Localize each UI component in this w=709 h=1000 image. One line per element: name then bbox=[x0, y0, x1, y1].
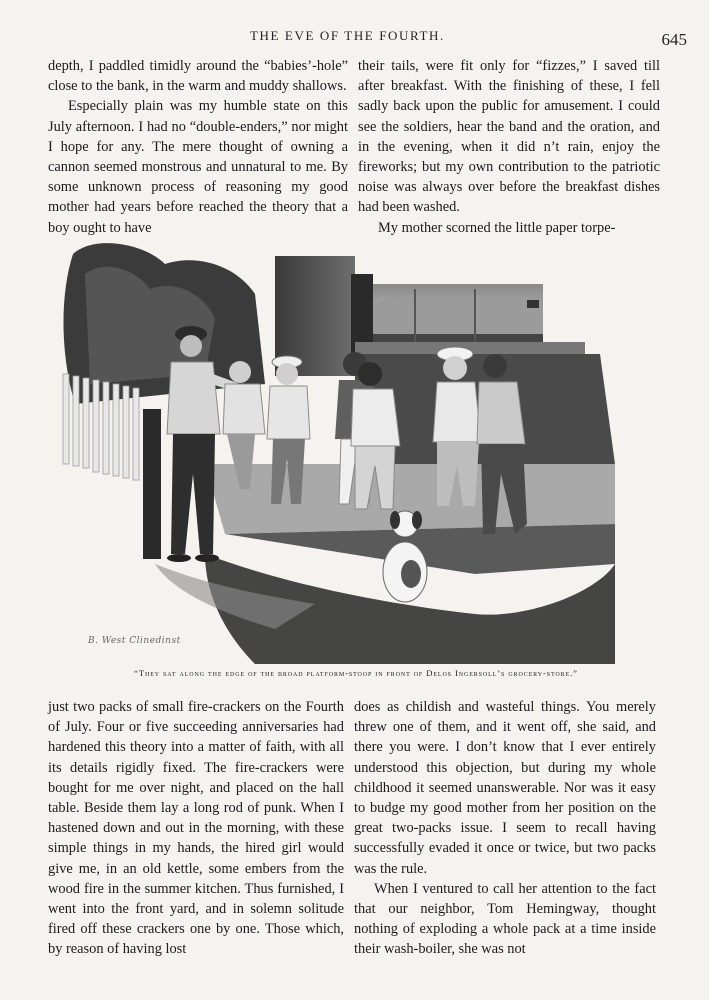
text-column-bottom-right bbox=[354, 697, 656, 960]
paragraph: depth, I paddled timidly around the “babies’-hole” close to the bank, in the warm and muddy shallows. bbox=[48, 58, 348, 95]
paragraph: their tails, were fit only for “fizzes,” I saved till after breakfast. With the finishing of these, I fell sadly back upon the public for amusement. I could see the soldiers, hear the band and the oration, and in the evening, when it did n’t rain, enjoy the fireworks; but my own contribution to the patriotic noise was always over before the breakfast dishes had been washed. bbox=[358, 58, 660, 216]
page-number: 645 bbox=[661, 30, 687, 49]
text-column-bottom-left bbox=[48, 697, 344, 960]
paragraph: When I ventured to call her attention to the fact that our neighbor, Tom Hemingway, thought nothing of exploding a whole pack at a time inside their wash-boiler, she was not bbox=[354, 880, 656, 958]
text-column-top-left bbox=[48, 56, 348, 238]
paragraph: does as childish and wasteful things. You merely threw one of them, and it went off, she said, and there you were. I don’t know that I ever entirely understood this objection, but during my whole childhood it seemed unanswerable. Nor was it easy to budge my good mother from her position on the great two-packs issue. I seem to recall having successfully evaded it once or twice, but two packs was the rule. bbox=[354, 699, 656, 877]
illustration-drawing bbox=[55, 234, 615, 664]
paragraph: My mother scorned the little paper torpe- bbox=[378, 219, 616, 236]
illustration-boys-on-stoop bbox=[55, 234, 615, 664]
paragraph: Especially plain was my humble state on this July afternoon. I had no “double-enders,” nor might I hope for any. The mere thought of owning a cannon seemed monstrous and unnatural to me. By some unknown process of reasoning my good mother had years before reached the theory that a boy ought to have bbox=[48, 98, 348, 236]
illustration-caption: “They sat along the edge of the broad platform-stoop in front of Delos Ingersoll’s grocery-store.” bbox=[134, 668, 578, 678]
paragraph: just two packs of small fire-crackers on the Fourth of July. Four or five succeeding anniversaries had hardened this theory into a matter of faith, with all its details rigidly fixed. The fire-crackers were bought for me over night, and placed on the hall table. Beside them lay a long rod of punk. When I hastened down and out in the morning, with these simple things in my hands, the hired girl would give me, in an old kettle, some embers from the wood fire in the summer kitchen. Thus furnished, I went into the front yard, and in solemn solitude fired off these crackers one by one. Those which, by reason of having lost bbox=[48, 699, 344, 958]
artist-signature: B. West Clinedinst bbox=[88, 636, 181, 646]
running-title: THE EVE OF THE FOURTH. bbox=[250, 28, 445, 43]
text-column-top-right bbox=[358, 56, 660, 238]
